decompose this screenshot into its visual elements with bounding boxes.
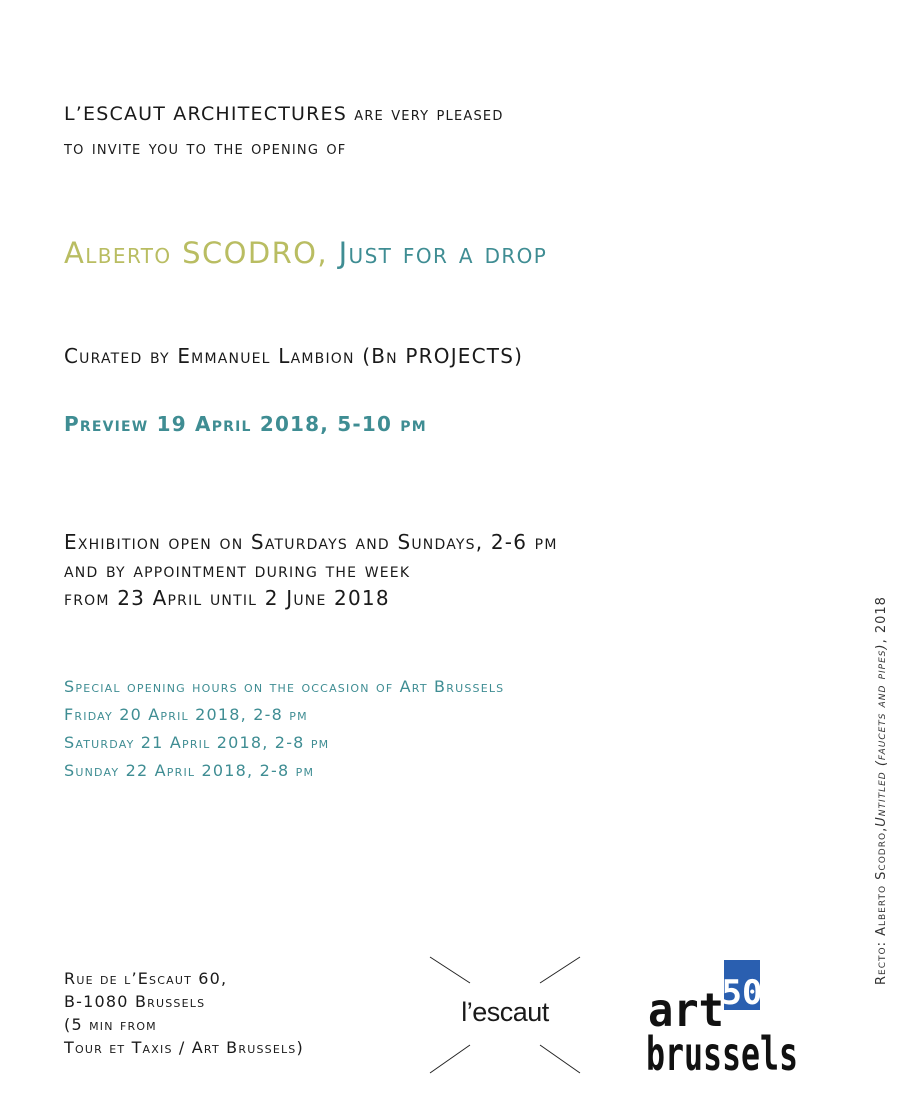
address-line-1: Rue de l’Escaut 60, (64, 969, 228, 988)
art-brussels-top-word: art (648, 983, 724, 1037)
venue-address (64, 967, 304, 1059)
curator-close: ) (514, 344, 524, 368)
special-day: Saturday 21 April 2018, 2-8 pm (64, 733, 330, 752)
art-brussels-number: 50 (721, 973, 763, 1013)
artist-name: Alberto SCODRO, (64, 236, 328, 270)
credit-work-title: Untitled (faucets and pipes) (874, 643, 889, 827)
curator-line (64, 344, 523, 368)
curator-org: PROJECTS (405, 344, 515, 368)
exhibition-title (64, 236, 547, 270)
preview-date: Preview 19 April 2018, 5-10 pm (64, 412, 427, 436)
address-line-4: Tour et Taxis / Art Brussels) (64, 1038, 304, 1057)
hours-line-3: from 23 April until 2 June 2018 (64, 586, 390, 610)
special-hours (64, 673, 504, 785)
exhibition-name: Just for a drop (327, 236, 548, 270)
recto-credit (874, 596, 889, 985)
hours-line-1: Exhibition open on Saturdays and Sundays, 2-6 pm (64, 530, 558, 554)
credit-prefix: Recto: Alberto Scodro, (874, 826, 889, 985)
special-day: Sunday 22 April 2018, 2-8 pm (64, 761, 315, 780)
host-name: L’ESCAUT ARCHITECTURES (64, 103, 347, 125)
intro-line-1 (64, 97, 504, 131)
exhibition-hours (64, 528, 558, 612)
intro-line-2: to invite you to the opening of (64, 137, 347, 159)
intro-line-1-rest: are very pleased (346, 103, 504, 125)
special-day: Friday 20 April 2018, 2-8 pm (64, 705, 308, 724)
art-brussels-bottom-word: brussels (646, 1027, 798, 1081)
escaut-logo (430, 955, 580, 1075)
hours-line-2: and by appointment during the week (64, 558, 411, 582)
address-line-3: (5 min from (64, 1015, 157, 1034)
special-hours-heading: Special opening hours on the occasion of Art Brussels (64, 677, 505, 696)
credit-year: , 2018 (874, 596, 889, 644)
curator-text: Curated by Emmanuel Lambion (Bn (64, 344, 406, 368)
art-brussels-logo (646, 960, 798, 1081)
escaut-wordmark: l’escaut (461, 997, 549, 1027)
invitation-intro (64, 97, 504, 165)
address-line-2: B-1080 Brussels (64, 992, 206, 1011)
